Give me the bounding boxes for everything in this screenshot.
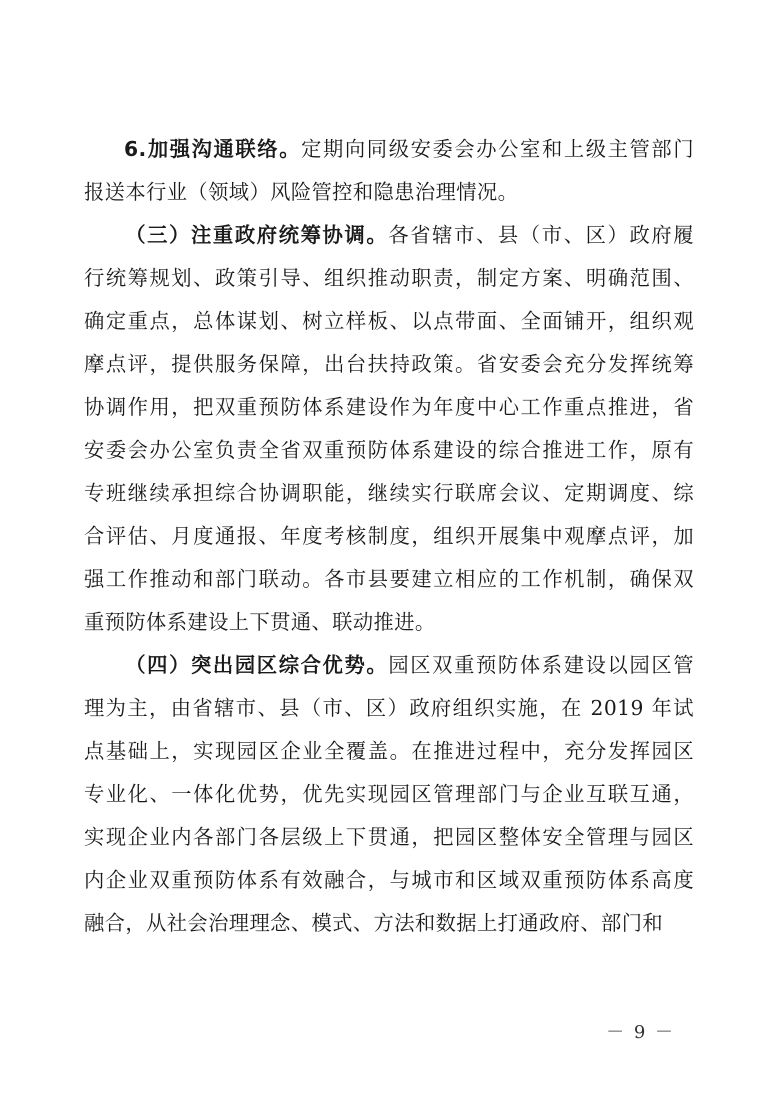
line-text: 安委会办公室负责全省双重预防体系建设的综合推进工作，原有 [84,438,694,462]
line-text: 摩点评，提供服务保障，出台扶持政策。省安委会充分发挥统筹 [84,352,694,376]
text-line [84,816,694,859]
section-heading: 6.加强沟通联络。 [124,137,302,161]
line-text: 定期向同级安委会办公室和上级主管部门 [301,137,695,161]
line-text: 行统筹规划、政策引导、组织推动职责，制定方案、明确范围、 [84,266,694,290]
page-number: － 9 － [606,1022,675,1043]
line-text: 确定重点，总体谋划、树立样板、以点带面、全面铺开，组织观 [84,309,694,333]
line-text: 内企业双重预防体系有效融合，与城市和区域双重预防体系高度 [84,868,694,892]
text-line [84,601,694,644]
line-text: 协调作用，把双重预防体系建设作为年度中心工作重点推进，省 [84,395,694,419]
text-line [84,644,694,687]
text-line [84,257,694,300]
line-text: 点基础上，实现园区企业全覆盖。在推进过程中，充分发挥园区 [84,739,694,763]
line-text: 理为主，由省辖市、县（市、区）政府组织实施，在 2019 年试 [84,696,694,720]
paragraph [84,644,694,945]
text-line [84,128,694,171]
text-line [84,386,694,429]
line-text: 专业化、一体化优势，优先实现园区管理部门与企业互联互通， [84,782,694,806]
line-text: 各省辖市、县（市、区）政府履 [388,223,694,247]
line-text: 强工作推动和部门联动。各市县要建立相应的工作机制，确保双 [84,567,694,591]
paragraph [84,128,694,214]
section-heading: （四）突出园区综合优势。 [124,653,389,677]
text-line [84,515,694,558]
text-line [84,472,694,515]
line-text: 专班继续承担综合协调职能，继续实行联席会议、定期调度、综 [84,481,694,505]
line-text: 重预防体系建设上下贯通、联动推进。 [84,610,436,634]
text-line [84,558,694,601]
section-heading: （三）注重政府统筹协调。 [124,223,389,247]
text-line [84,343,694,386]
document-body [84,128,694,945]
text-line [84,429,694,472]
text-line [84,300,694,343]
line-text: 融合，从社会治理理念、模式、方法和数据上打通政府、部门和 [84,911,664,935]
text-line [84,687,694,730]
line-text: 园区双重预防体系建设以园区管 [388,653,694,677]
paragraph [84,214,694,644]
text-line [84,773,694,816]
line-text: 报送本行业（领域）风险管控和隐患治理情况。 [84,180,519,204]
text-line [84,902,694,945]
text-line [84,859,694,902]
line-text: 合评估、月度通报、年度考核制度，组织开展集中观摩点评，加 [84,524,694,548]
text-line [84,171,694,214]
line-text: 实现企业内各部门各层级上下贯通，把园区整体安全管理与园区 [84,825,694,849]
text-line [84,730,694,773]
text-line [84,214,694,257]
